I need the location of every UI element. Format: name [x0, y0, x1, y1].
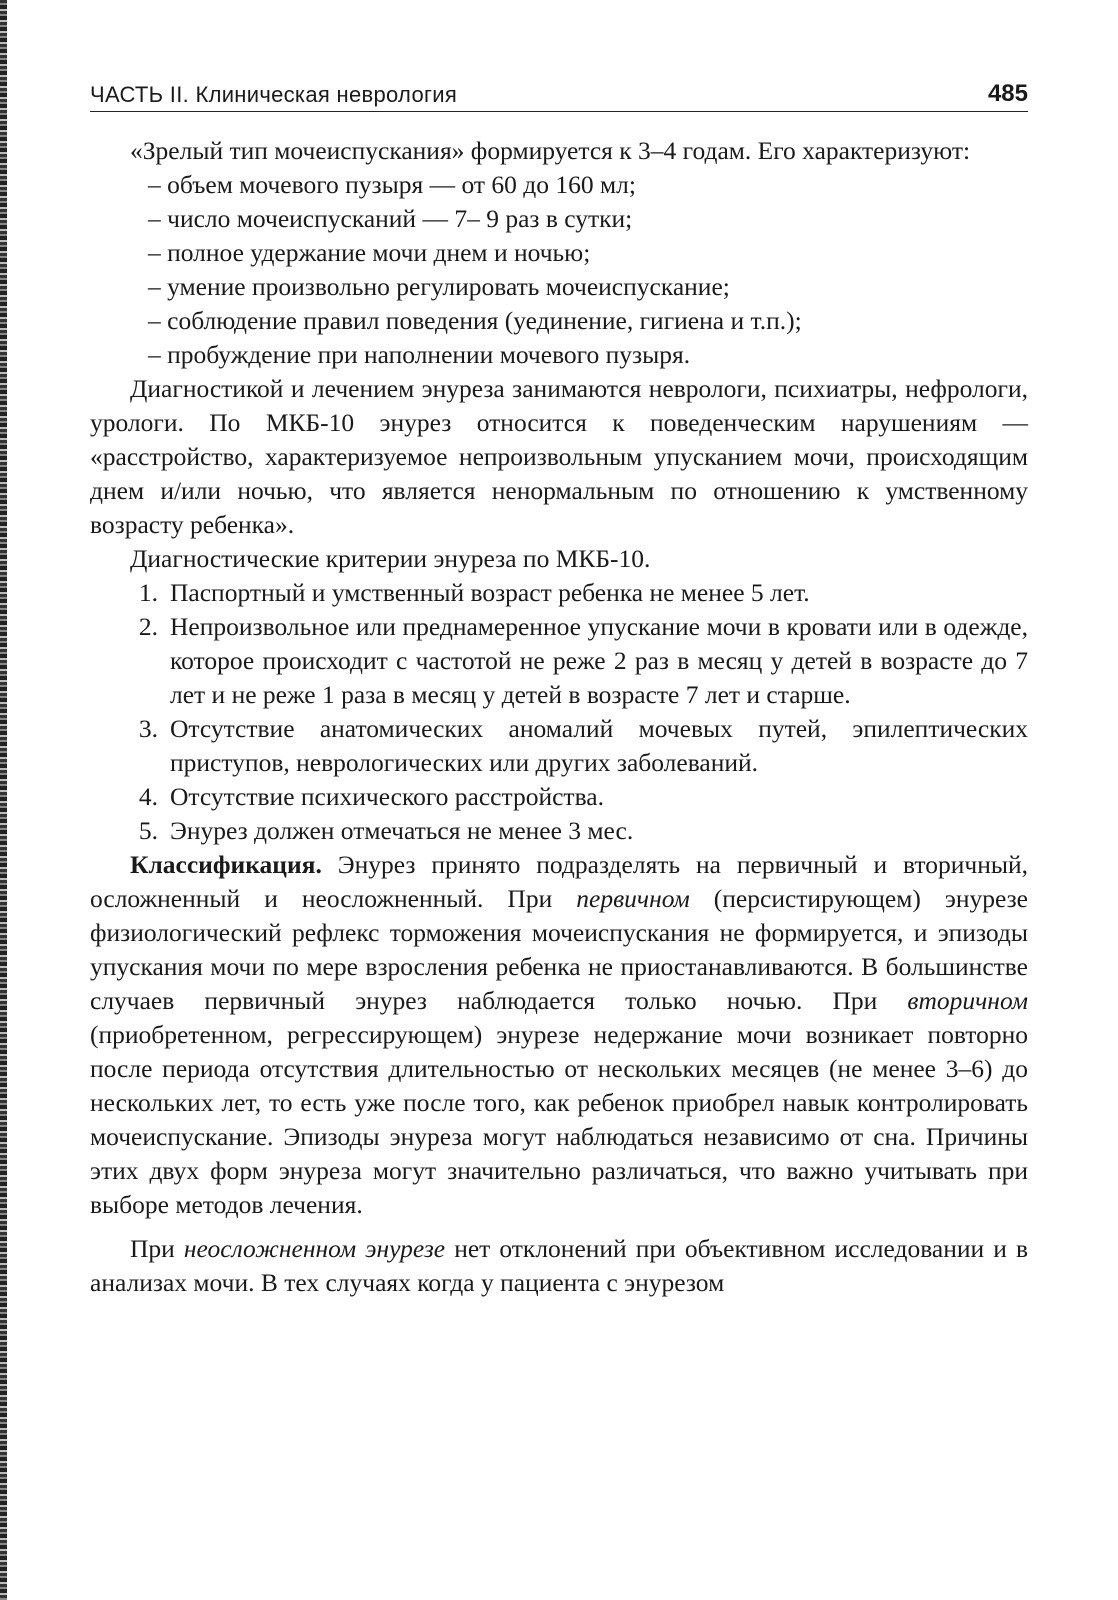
term-uncomplicated: неосложненном энурезе [183, 1234, 446, 1263]
paragraph-text: При [130, 1234, 184, 1263]
criteria-number: 2. [138, 612, 158, 641]
classification-text: (приобретенном, регрессирующем) энурезе недержание мочи возникает повторно после периода отсутствия длительностью от нескольких месяцев (не менее 3–6) до нескольких лет, то есть уже после того, как ребенок приобрел навык контролировать мочеиспускание. Эпизоды энуреза могут наблюдаться независимо от сна. Причины этих двух форм энуреза могут значительно различаться, что важно учитывать при выборе методов лечения. [90, 1020, 1028, 1219]
criteria-number: 3. [138, 714, 158, 743]
criteria-item [90, 610, 1028, 712]
criteria-item [90, 712, 1028, 780]
intro-paragraph: «Зрелый тип мочеиспускания» формируется к 3–4 годам. Его характеризуют: [130, 136, 971, 165]
diagnostics-paragraph: Диагностикой и лечением энуреза занимаются неврологи, психиатры, нефрологи, урологи. По МКБ-10 энурез относится к поведенческим нарушениям — «расстройство, характеризуемое непроизвольным упусканием мочи, происходящим днем и/или ночью, что является ненормальным по отношению к умственному возрасту ребенка». [90, 374, 1028, 539]
criteria-text: Паспортный и умственный возраст ребенка не менее 5 лет. [170, 578, 810, 607]
classification-heading: Классификация. [130, 850, 322, 879]
criteria-list [90, 576, 1028, 848]
uncomplicated-paragraph [90, 1232, 1028, 1300]
feature-item: – объем мочевого пузыря — от 60 до 160 мл; [148, 170, 636, 199]
feature-item: – полное удержание мочи днем и ночью; [148, 238, 591, 267]
term-primary: первичном [576, 884, 690, 913]
criteria-text: Непроизвольное или преднамеренное упускание мочи в кровати или в одежде, которое происходит с частотой не реже 2 раз в месяц у детей в возрасте до 7 лет и не реже 1 раза в месяц у детей в возрасте 7 лет и старше. [170, 612, 1028, 709]
feature-item: – число мочеиспусканий — 7– 9 раз в сутки; [148, 204, 633, 233]
criteria-text: Энурез должен отмечаться не менее 3 мес. [170, 816, 634, 845]
criteria-text: Отсутствие анатомических аномалий мочевых путей, эпилептических приступов, неврологических или других заболеваний. [170, 714, 1028, 777]
paragraph-text: нет отклонений при объективном исследовании и в анализах мочи. В тех случаях когда у пациента с энурезом [90, 1234, 1028, 1297]
classification-paragraph [90, 848, 1028, 1222]
criteria-intro: Диагностические критерии энуреза по МКБ-10. [130, 544, 651, 573]
criteria-number: 1. [138, 578, 158, 607]
feature-item: – соблюдение правил поведения (уединение, гигиена и т.п.); [148, 306, 802, 335]
criteria-item [90, 814, 1028, 848]
criteria-item [90, 780, 1028, 814]
criteria-text: Отсутствие психического расстройства. [170, 782, 604, 811]
page-body [90, 134, 1028, 1300]
criteria-number: 5. [138, 816, 158, 845]
page-number: 485 [987, 80, 1028, 107]
page-scan-edge [0, 0, 7, 1600]
feature-item: – умение произвольно регулировать мочеиспускание; [148, 272, 730, 301]
feature-item: – пробуждение при наполнении мочевого пузыря. [148, 340, 691, 369]
classification-text: (персистирующем) энурезе физиологический рефлекс торможения мочеиспускания не формируется, и эпизоды упускания мочи по мере взросления ребенка не приостанавливаются. В большинстве случаев первичный энурез наблюдается только ночью. При [90, 884, 1028, 1015]
criteria-item [90, 576, 1028, 610]
term-secondary: вторичном [907, 986, 1028, 1015]
criteria-number: 4. [138, 782, 158, 811]
classification-text: Энурез принято подразделять на первичный и вторичный, осложненный и неосложненный. При [90, 850, 1028, 913]
running-title: ЧАСТЬ II. Клиническая неврология [90, 82, 458, 107]
page-header [90, 80, 1028, 112]
features-list [90, 168, 1028, 372]
